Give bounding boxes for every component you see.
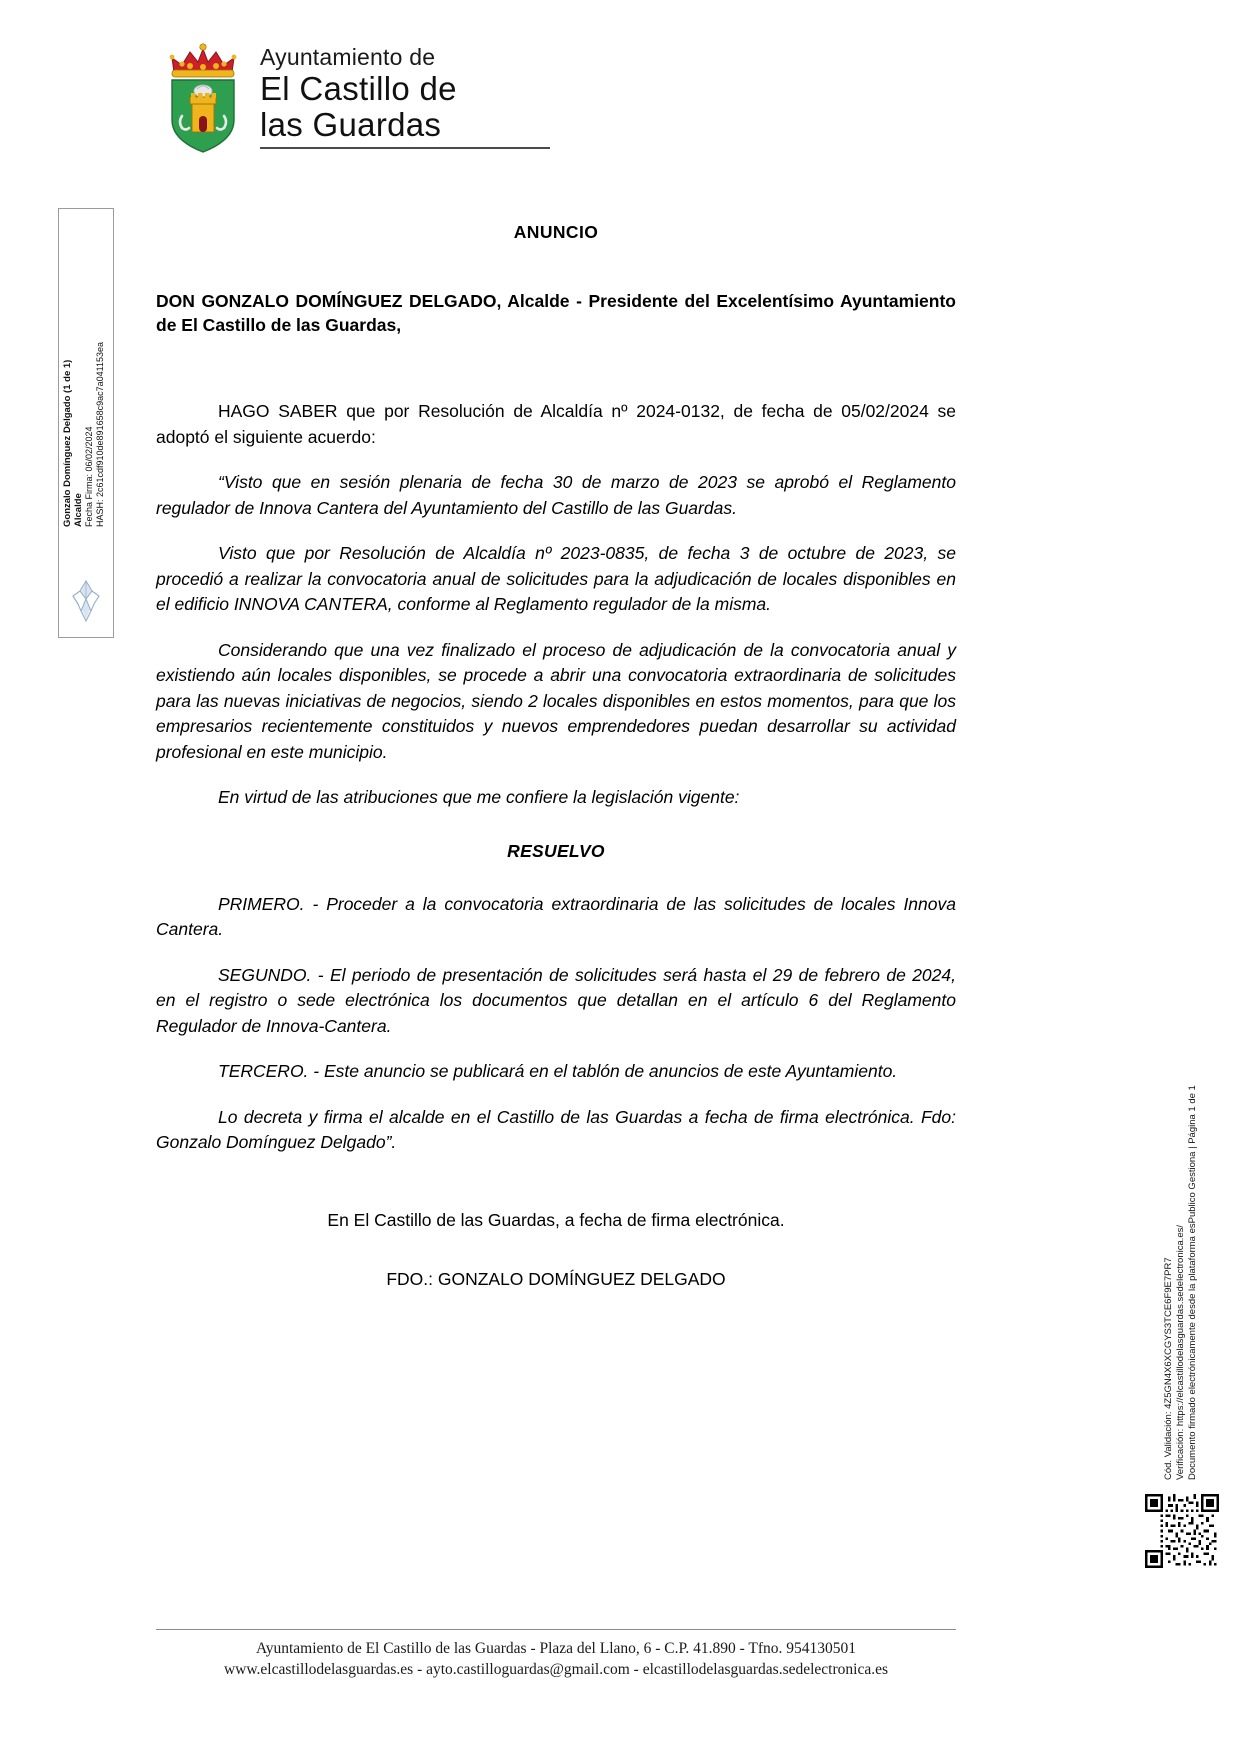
document-body xyxy=(156,222,956,1292)
signature-stamp-icon xyxy=(69,577,103,623)
footer-address-line: Ayuntamiento de El Castillo de las Guardas - Plaza del Llano, 6 - C.P. 41.890 - Tfno. 954130501 xyxy=(255,1640,857,1657)
paragraph-considerando: Considerando que una vez finalizado el proceso de adjudicación de la convocatoria anual y existiendo aún locales disponibles, se procede a abrir una convocatoria extraordinaria de solicitudes para las nuevas iniciativas de negocios, siendo 2 locales disponibles en estos momentos, para que los empresarios recientemente constituidos y nuevos emprendedores puedan desarrollar su actividad profesional en este municipio. xyxy=(156,639,956,762)
verification-panel-text xyxy=(1161,960,1223,1480)
verification-panel xyxy=(1161,960,1223,1480)
closing-signer-line: FDO.: GONZALO DOMÍNGUEZ DELGADO xyxy=(386,1268,726,1289)
letterhead-line-1: Ayuntamiento de xyxy=(260,44,436,70)
paragraph-visto-2: Visto que por Resolución de Alcaldía nº 2023-0835, de fecha 3 de octubre de 2023, se procedió a realizar la convocatoria anual de solicitudes para la adjudicación de locales disponibles en el edificio INNOVA CANTERA, conforme al Reglamento regulador de la misma. xyxy=(156,543,956,614)
verification-code: Cód. Validación: 4Z5GN4X6XCGYS3TCE6F9E7PR7 xyxy=(1163,1257,1174,1480)
signature-panel xyxy=(58,208,114,638)
paragraph-en-virtud: En virtud de las atribuciones que me confiere la legislación vigente: xyxy=(218,787,740,807)
paragraph-visto-1: “Visto que en sesión plenaria de fecha 30 de marzo de 2023 se aprobó el Reglamento regulador de Innova Cantera del Ayuntamiento del Castillo de las Guardas. xyxy=(156,472,956,518)
page-footer xyxy=(156,1629,956,1680)
page-title: ANUNCIO xyxy=(513,222,599,242)
closing-place-line: En El Castillo de las Guardas, a fecha de firma electrónica. xyxy=(327,1209,785,1230)
qr-code-icon[interactable] xyxy=(1145,1494,1219,1568)
paragraph-hago-saber: HAGO SABER que por Resolución de Alcaldía nº 2024-0132, de fecha de 05/02/2024 se adoptó el siguiente acuerdo: xyxy=(156,401,956,447)
paragraph-lo-decreta: Lo decreta y firma el alcalde en el Castillo de las Guardas a fecha de firma electrónica. Fdo: Gonzalo Domínguez Delgado”. xyxy=(156,1106,956,1152)
letterhead-line-2: El Castillo de xyxy=(260,70,457,107)
verification-url[interactable]: Verificación: https://elcastillodelasguardas.sedelectronica.es/ xyxy=(1175,1224,1186,1480)
coat-of-arms-icon xyxy=(160,42,246,154)
verification-platform-note: Documento firmado electrónicamente desde la plataforma esPublico Gestiona | Página 1 de 1 xyxy=(1187,1085,1198,1480)
letterhead-line-3: las Guardas xyxy=(260,106,442,143)
resuelvo-heading: RESUELVO xyxy=(507,840,605,861)
footer-contact-line: www.elcastillodelasguardas.es - ayto.castilloguardas@gmail.com - elcastillodelasguardas.sedelectronica.es xyxy=(223,1661,889,1678)
paragraph-tercero: TERCERO. - Este anuncio se publicará en el tablón de anuncios de este Ayuntamiento. xyxy=(218,1061,898,1081)
signature-name: Gonzalo Domínguez Delgado (1 de 1) xyxy=(62,359,73,527)
lead-paragraph: DON GONZALO DOMÍNGUEZ DELGADO, Alcalde - Presidente del Excelentísimo Ayuntamiento de El Castillo de las Guardas, xyxy=(156,291,956,335)
signature-hash: HASH: 2c61cdf910de891658c9ac7a041153ea xyxy=(95,342,105,527)
letterhead xyxy=(160,42,630,167)
letterhead-text xyxy=(260,42,550,149)
signature-panel-text xyxy=(59,209,115,639)
paragraph-primero: PRIMERO. - Proceder a la convocatoria extraordinaria de las solicitudes de locales Innova Cantera. xyxy=(156,893,956,939)
signature-date: Fecha Firma: 06/02/2024 xyxy=(84,426,94,527)
footer-divider xyxy=(156,1629,956,1630)
paragraph-segundo: SEGUNDO. - El periodo de presentación de solicitudes será hasta el 29 de febrero de 2024, en el registro o sede electrónica los documentos que detallan en el artículo 6 del Reglamento Regulador de Innova-Cantera. xyxy=(156,964,956,1036)
signature-role: Alcalde xyxy=(73,493,84,527)
letterhead-divider xyxy=(260,147,550,149)
